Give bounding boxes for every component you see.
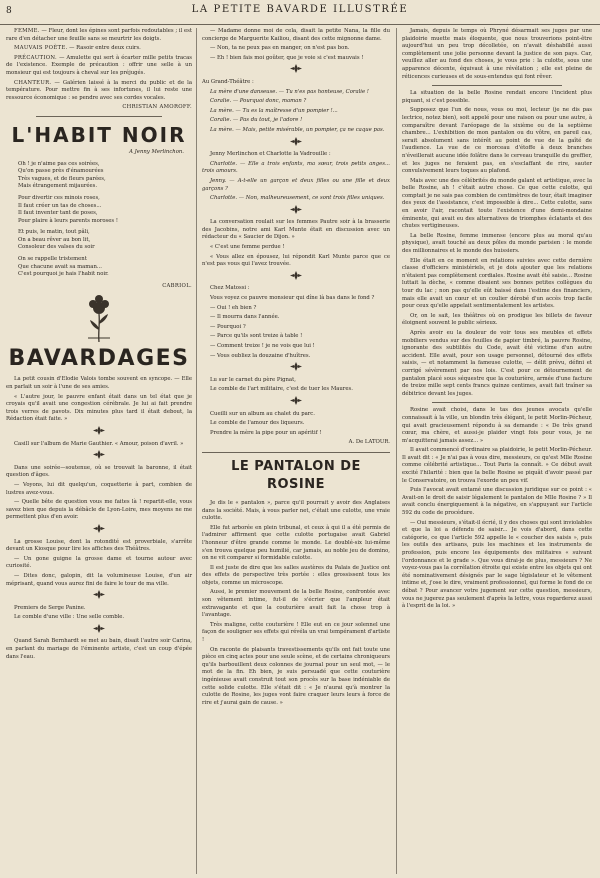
dialog-line: La mère d'une danseuse. — Tu n'es pas honteuse, Coralie ! (210, 88, 369, 95)
column-3 (402, 28, 592, 613)
dialog-line: — Parce qu'ils sont treize à table ! (210, 333, 303, 340)
dialog-line: Charlotte. — Elle a trois enfants, ma sœur, trois petits anges... trois amours. (202, 160, 390, 175)
dialog-line: — Eh ! bien fais moi goûter, que je voie si c'est mauvais ! (210, 54, 364, 61)
paragraph: Or, on le sait, les théâtres où on prodigue les billets de faveur éloignent souvent le public sérieux. (402, 312, 592, 327)
paragraph: « C'est une femme perdue ! (210, 244, 285, 251)
definition: FEMME. — Fleur, dont les épines sont parfois redoutables ; il est rare d'en détacher une feuille sans se meurtrir les doigts. (6, 28, 192, 42)
poem-line: Que chacune avait sa maman... (18, 263, 102, 270)
poem-dedication: A Jenny Merlinchon. (129, 148, 184, 155)
dialog-line: Coralie. — Pourquoi donc, maman ? (210, 98, 307, 105)
column-rule (396, 28, 397, 874)
poem-line: On se rappelle tristement (18, 256, 87, 263)
paragraph: Jamais, depuis le temps où Phryné désarmait ses juges par une plaidoirie muette mais éloquente, que nous trouverions point-être aujourd'hui un peu trop décolletée, on n'avait déshabillé aussi complètement une jolie personne devant la justice de son pays. Car, veuillez aller au fond des choses, je vous prie : la culotte, sous une apparence décente, équivaut à une révélation ; elle est pleine de réticences curieuses et de sous-entendus qui font rêver. (402, 28, 592, 80)
flower-vignette-icon (84, 294, 114, 342)
poem-line: Qu'on passe près d'énamourées (18, 168, 104, 175)
dialog-line: — Vous oubliez la douzaine d'huîtres. (210, 352, 311, 359)
paragraph: La conversation roulait sur les femmes Pautre soir à la brasserie des Jacobins, notre ami Karl Munte était en discussion avec un rédacteur du « Saucier de Dijon. » (202, 219, 390, 241)
paragraph: Elle fut arborée en plein tribunal, et ceux à qui il a été permis de l'admirer affirment que cette culotte portugaise avait Gabriel l'honneur d'être grande comme le monde. Le doublé-six lui-même s'en trouva quelque peu humilié, car jamais, au noble jeu de domino, on ne vit comparer si formidable culotte. (202, 524, 390, 562)
anecdote (202, 377, 390, 394)
page-number: 8 (6, 6, 12, 16)
section-title-bavardages: BAVARDAGES (8, 346, 190, 372)
anecdote (202, 28, 390, 62)
bavardage-item: — Un gone guigne la grosse dame et tourne autour avec curiosité. (6, 555, 192, 570)
paragraph: Cueilli sur un album au chalet du parc. (210, 410, 315, 417)
bavardage-item: La petit cousin d'Elodie Valois tombe souvent en syncope. — Elle en parlait un soir à l'une de ses amies. (6, 376, 192, 391)
poem-line: Pour plaire à leurs parents moroses ! (18, 217, 118, 224)
paragraph: Lu sur le carnet du père Pignat, (210, 376, 296, 383)
paragraph: Elle était en ce moment en relations suivies avec cette dernière classe d'officiers ministériels, et je dois ajouter que les relations n'étaient pas complètement cordiales. Rosine avait été saisie... Rosine luttait la dèche, « comme disaient ses bonnes petites collègues du tour du lac ; non pas qu'elle eût baissé dans l'estime des financiers, mais elle avait un cœur et un coulier dérobé d'un accès trop facile pour ceux qu'elle appelait sentimentalement les artistes. (402, 257, 592, 310)
paragraph: Après avoir eu la douleur de voir tous ses meubles et effets mobiliers vendus sur des feuilles de papier timbré, la pauvre Rosine, ignorante des subtilités du Code, avait été victime d'un autre accident. Elle avait, pour son usage personnel, détourné des effets saisis, — et notamment la fameuse culotte, — délit prévu, défini et corrigé sévèrement par nos lois. C'est pour ce détournement de pantalon placé sous séquestre que la couturière, armée d'une facture de treize mille sept cents francs quinze centimes, avait fait traîner sa débitrice devant les juges. (402, 329, 592, 397)
dialog-line: — Comment treize ! je ne vois que lui ! (210, 343, 315, 349)
dialog-line: Jenny. — A-t-elle un garçon et deux filles ou une fille et deux garçons ? (202, 177, 390, 192)
article-body (402, 28, 592, 81)
fleuron-icon (6, 426, 192, 439)
fleuron-icon (202, 362, 390, 375)
dialog-line: — Non, ta ne peux pas en manger, on n'est pas bon. (210, 45, 350, 52)
poem-line: Très vagues, et de fleurs parées, (18, 175, 106, 182)
dialog-line: — Madame donne moi de cela, disait la petite Nana, la fille du concierge de Marguerite Kailiou, disant des cette mignonne dame. (202, 28, 390, 42)
paragraph: On raconte de plaisants travestissements qu'ils ont fait toute une pièce en cinq actes pour une seule scène, et de certains chroniqueurs qu'ils barbouillent deux colonnes de journal pour un seul mot, — le mot de la fin. Eh bien, je suis persuadé que cette couturière ingénieuse avait construit tout son procès sur la base indéniable de cette solide culotte. Elle s'était dit : « Je n'aurai qu'à montrer la culotte de Rosine, les juges vont faire craquer leurs leurs à force de rire et j'aurai gain de cause. » (202, 646, 390, 706)
paragraph: Le comble de l'art militaire, c'est de tuer les Maures. (210, 386, 353, 393)
bavardage-item: Casill sur l'album de Marie Gauthier. « Amour, poison d'avril. » (14, 440, 184, 447)
divider (432, 85, 562, 86)
poem-stanza (6, 195, 192, 225)
fleuron-icon (202, 205, 390, 218)
paragraph: La belle Rosine, femme immense (encore plus au moral qu'au physique), avait touché au deux pôles du monde parisien : le monde des millionnaires et le monde des huissiers. (402, 232, 592, 255)
divider (432, 402, 562, 403)
poem-stanza (6, 256, 192, 279)
anecdote (202, 219, 390, 269)
bavardage-item: — Voyons, lui dit quelqu'un, coquetterie à part, combien de lustres avez-vous. (6, 481, 192, 496)
divider (36, 116, 162, 117)
definition: PRÉCAUTION. — Amulette qui sert à écarter mille petits tracas de l'existence. Exemple de précaution : offrir une selle à un monsieur qui est toujours à cheval sur les préjugés. (6, 54, 192, 76)
fleuron-icon (6, 590, 192, 603)
article-title: LE PANTALON DE ROSINE (231, 458, 361, 492)
paragraph: Je dis le « pantalon », parce qu'il pourrait y avoir des Anglaises dans la société. Mais, à vous parler net, c'était une culotte, une vraie culotte. (202, 499, 390, 522)
page-header (0, 0, 600, 25)
paragraph: Supposez que l'un de nous, vous ou moi, lecteur (je ne dis pas lectrice, notez bien), soit appelé pour une raison ou pour une autre, à comparaître devant l'aréopage de la sixième ou de la septième chambre... L'exhibition de mon pantalon ou du vôtre, en pareil cas, serait absolument sans intérêt au point de vue de la gaîté de l'audience. La vue de ce morceau d'étoffe à deux branches n'éveillerait aucune idée folâtre dans le cerveau tranquille du greffier, et les juges ne feraient pas, en s'esclaffant de rire, sauter convulsivement leurs toques au plafond. (402, 107, 592, 175)
dialog-line: La mère. — Tu es la maîtresse d'un pompier !... (210, 107, 338, 114)
poem-line: Mais étrangement mijaurées. (18, 183, 98, 190)
bavardage-item: La grosse Louise, dont la rotondité est proverbiale, s'arrête devant un Kiosque pour lire les affiches des Théâtres. (6, 538, 192, 553)
poem-line: Consoleur des valses du soir (18, 244, 95, 251)
dialog-line: — Pourquoi ? (210, 323, 246, 330)
paragraph: Mais avec une des célébrités du monde galant et artistique, avec la belle Rosine, ah ! c'était autre chose. Ce que cette culotte, qui comptait je ne sais pas combien de centimètres de tour, était imaginer des yeux de l'assistance, c'est impossible à dire... Cette culotte, sans en avoir l'air, racontait toute l'existence d'une demi-mondaine éminente, qui avait eu des alternatives de triomphes éclatants et des chutes vertigineuses. (402, 177, 592, 230)
paragraph: Le comble de l'amour des liqueurs. (210, 420, 305, 427)
dialog-line: Vous voyez ce pauvre monsieur qui dîne là bas dans le fond ? (210, 295, 375, 302)
dialog-line: — Oui ! eh bien ? (210, 304, 257, 311)
masthead-title: LA PETITE BAVARDE ILLUSTRÉE (191, 4, 409, 15)
bavardage-item: Le comble d'une ville : Une selle comble. (14, 614, 125, 621)
dialog-intro: Jenny Merlinchon et Charlotte la Vadrouille : (210, 151, 331, 158)
poem-line: C'est pourquoi je hais l'habit noir. (18, 271, 109, 278)
bavardage-item: Quand Sarah Bernhardt se met au bain, disait l'autre soir Carina, en parlant du mariage de l'éminente artiste, c'est un coup d'épée dans l'eau. (6, 638, 192, 660)
bavardage-item: Premiers de Serge Panine. (14, 604, 86, 611)
column-2 (202, 28, 390, 709)
divider (202, 452, 390, 453)
dialog-line: Coralie. — Pas du tout, je l'adore ! (210, 117, 303, 124)
dialog-line: Chez Matossi : (210, 285, 250, 292)
poem-line: Pour divertir ces minois roses, (18, 194, 100, 201)
fleuron-icon (202, 64, 390, 77)
poem-title: L'HABIT NOIR (11, 122, 187, 147)
poem-line: Il faut créer un tas de choses... (18, 202, 102, 209)
paragraph: Rosine avait choisi, dans le tas des jeunes avocats qu'elle connaissait à la ville, un blondin très élégant, le petit Morlin-Pécheur, qui avait gracieusement répondu à sa demande : « De très grand cœur, ma chère, et aussi-je plaider vingt fois pour vous, je ne m'acquitterai jamais assez... » (402, 407, 592, 444)
anecdote (202, 411, 390, 438)
definitions (6, 28, 192, 112)
definition: CHANTEUR. — Galérien laissé à la merci du public et de la température. Pour mettre fin à ses infortunes, il lui reste une ressource économique : se pendre avec ses cordes vocales. (6, 79, 193, 101)
article-body (402, 407, 592, 610)
dialog (202, 161, 390, 203)
fleuron-icon (202, 137, 390, 150)
fleuron-icon (202, 396, 390, 409)
fleuron-icon (6, 624, 192, 637)
poem-line: Oh ! je n'aime pas ces soirées, (18, 160, 100, 167)
bavardage-item: « L'autre jour, le pauvre enfant était dans un tel état que je croyais qu'il avait une congestion cérébrale. Je lui ai fait prendre trois verres de pavots. Dix minutes plus tard il était debout, la Rédaction était faite. » (6, 393, 192, 423)
paragraph: — Oui messieurs, s'était-il écrié, il y des choses qui sont inviolables et que la loi a défendu de saisir... Je vois d'abord, dans cette catégorie, ce que l'article 592 appelle le « coucher des saisis », puis les outils des artisans, puis les machines et les instruments de profession, puis encore les équipements des militaires « suivant l'ordonnance et le grade ». Que vous dirai-je de plus, messieurs ? Ne voyez-vous pas la corrélation étroite qui existe entre les objets qui ont été nominativement désignés par le sage législateur et le vêtement intime et, j'ose le dire, vraiment professionnel, qui forme le fond de ce débat ? Pour avancer votre jugement sur cette question, messieurs, vous ne jugerez pas seulement d'après la lettre, vous regarderez aussi à l'esprit de la loi. » (402, 519, 592, 610)
article-body (202, 500, 390, 707)
poem-line: Et puis, le matin, tout pâli, (18, 229, 90, 236)
dialog-intro: Au Grand-Théâtre : (202, 78, 254, 85)
dialog (202, 89, 390, 135)
bavardage-item: — Quelle bête de question vous me faites là ! repartit-elle, vous savez bien que depuis la débâcle de Lyon-Loire, mes moyens ne me permettent plus d'en avoir. (6, 499, 192, 521)
poem (6, 161, 192, 279)
paragraph: « Vous allez en épousez, lui répondit Karl Munte parce que ce n'est pas vous qui l'avez trouvée. (202, 253, 390, 268)
paragraph: Aussi, le premier mouvement de la belle Rosine, confrontée avec son vêtement intime, fut-il de s'écrier que l'ampleur était extravagante et que la couturière avait fait la chose trop à l'avantage. (202, 589, 390, 619)
fleuron-icon (202, 271, 390, 284)
column-rule (196, 28, 197, 874)
signature: A. De LATOUR. (348, 439, 390, 446)
paragraph: Puis l'avocat avait entamé une discussion juridique sur ce point : « Avait-on le droit de saisir légalement le pantalon de Mlle Rosine ? » Il avait conclu énergiquement à la négative, en s'appuyant sur l'article 592 du code de procédure. (402, 487, 592, 517)
paragraph: Il est juste de dire que les salles austères du Palais de Justice ont des effets de perspective très portée : elles grossissent tous les objets, comme un microscope. (202, 564, 390, 586)
paragraph: La situation de la belle Rosine rendait encore l'incident plus piquant, si c'est possible. (402, 90, 592, 104)
fleuron-icon (6, 450, 192, 463)
definition: MAUVAIS POÈTE. — Rasoir entre deux cuirs. (14, 45, 141, 52)
poem-stanza (6, 161, 192, 191)
signature: CHRISTIAN AMOROFF. (122, 104, 192, 111)
fleuron-icon (6, 524, 192, 537)
bavardage-item: Dans une soirée—soutenue, où se trouvait la baronne, il était question d'âges. (6, 464, 192, 479)
bavardages-list (6, 376, 192, 661)
poem-line: Il faut inventer tant de poses, (18, 210, 98, 217)
poem-line: On a beau rêver au bon lit, (18, 236, 91, 243)
signature: CABRIOL. (162, 282, 192, 289)
dialog-line: La mère. — Mais, petite misérable, un pompier, ça ne caque pas. (210, 126, 385, 133)
paragraph: Très maligne, cette couturière ! Elle eut en ce jour solennel une façon de souligner ses effets qui révéla un vrai tempérament d'artiste ! (202, 621, 390, 644)
paragraph: Prendre la mère la pipe pour un apéritif ! (210, 429, 322, 436)
column-1 (6, 28, 192, 663)
article-body (402, 90, 592, 398)
poem-stanza (6, 229, 192, 252)
paragraph: Il avait commencé d'ordinaire sa plaidoirie, le petit Morlin-Pécheur. Il avait dit : « Je n'ai pas à vous dire, messieurs, ce qu'est Mlle Rosine comme célébrité artistique... Tout Paris la connaît. » Ce début avait excité l'hilarité : bien que la belle Rosine se piquât d'avoir passé par le Conservatoire, on trouva l'exorde un peu vif. (402, 447, 593, 484)
dialog (202, 285, 390, 360)
dialog-line: Charlotte. — Non, malheureusement, ce sont trois filles uniques. (210, 195, 385, 202)
bavardage-item: — Dites donc, galopin, dit la volumineuse Louise, d'un air méprisant, quand vous aurez fini de faire le tour de ma ville. (6, 572, 192, 587)
dialog-line: — Il mourra dans l'année. (210, 314, 280, 321)
